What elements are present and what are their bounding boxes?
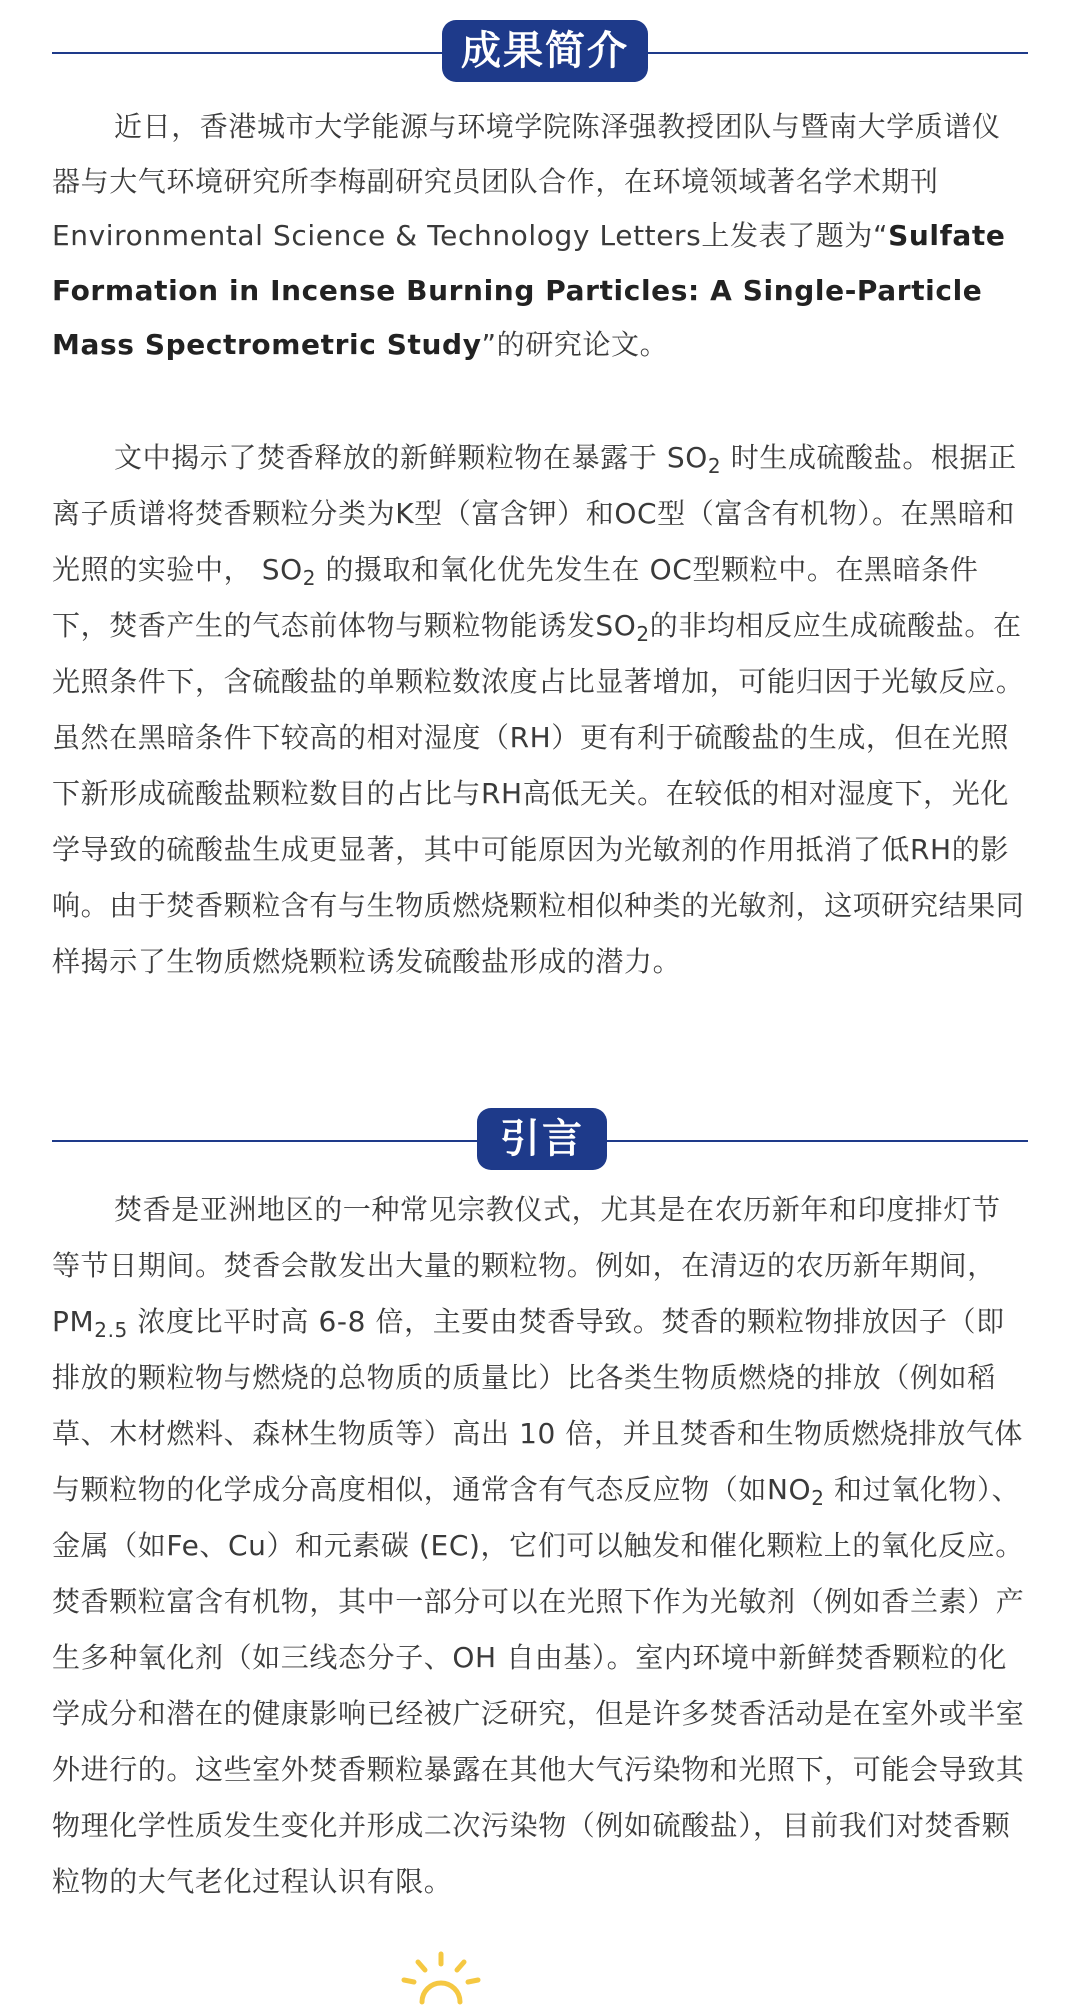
section-title-intro: 引言 bbox=[477, 1108, 607, 1170]
sun-icon bbox=[398, 1950, 484, 2010]
intro-paragraph: 焚香是亚洲地区的一种常见宗教仪式，尤其是在农历新年和印度排灯节等节日期间。焚香会散发出大量的颗粒物。例如，在清迈的农历新年期间，$PM_{2.5}$ 浓度比平时高 6-8 倍，主要由焚香导致。焚香的颗粒物排放因子（即排放的颗粒物与燃烧的总物质的质量比）比各类生物质燃烧的排放（例如稻草、木材燃料、森林生物质等）高出 10 倍，并且焚香和生物质燃烧排放气体与颗粒物的化学成分高度相似，通常含有气态反应物（如$NO_2$ 和过氧化物）、金属（如Fe、Cu）和元素碳 (EC)，它们可以触发和催化颗粒上的氧化反应。焚香颗粒富含有机物，其中一部分可以在光照下作为光敏剂（例如香兰素）产生多种氧化剂（如三线态分子、OH 自由基）。室内环境中新鲜焚香颗粒的化学成分和潜在的健康影响已经被广泛研究，但是许多焚香活动是在室外或半室外进行的。这些室外焚香颗粒暴露在其他大气污染物和光照下，可能会导致其物理化学性质发生变化并形成二次污染物（例如硫酸盐），目前我们对焚香颗粒物的大气老化过程认识有限。 bbox=[52, 1193, 1025, 1898]
paper-title: Sulfate Formation in Incense Burning Particles: A Single-Particle Mass Spectrometric Study bbox=[52, 219, 1006, 361]
section-header-intro bbox=[52, 1108, 1028, 1172]
section-header-summary bbox=[52, 20, 1028, 84]
section-title-summary: 成果简介 bbox=[442, 20, 648, 82]
summary-paragraph-1: 近日，香港城市大学能源与环境学院陈泽强教授团队与暨南大学质谱仪器与大气环境研究所李梅副研究员团队合作，在环境领域著名学术期刊Environmental Science & Technology Letters上发表了题为“Sulfate Formation in Incense Burning Particles: A Single-Particle Mass Spectrometric Study”的研究论文。 bbox=[52, 110, 1006, 361]
summary-paragraph-2: 文中揭示了焚香释放的新鲜颗粒物在暴露于 $SO_2$ 时生成硫酸盐。根据正离子质谱将焚香颗粒分类为K型（富含钾）和OC型（富含有机物）。在黑暗和光照的实验中， $SO_2$ 的摄取和氧化优先发生在 OC型颗粒中。在黑暗条件下，焚香产生的气态前体物与颗粒物能诱发$SO_2$的非均相反应生成硫酸盐。在光照条件下，含硫酸盐的单颗粒数浓度占比显著增加，可能归因于光敏反应。虽然在黑暗条件下较高的相对湿度（RH）更有利于硫酸盐的生成，但在光照下新形成硫酸盐颗粒数目的占比与RH高低无关。在较低的相对湿度下，光化学导致的硫酸盐生成更显著，其中可能原因为光敏剂的作用抵消了低RH的影响。由于焚香颗粒含有与生物质燃烧颗粒相似种类的光敏剂，这项研究结果同样揭示了生物质燃烧颗粒诱发硫酸盐形成的潜力。 bbox=[52, 441, 1025, 978]
